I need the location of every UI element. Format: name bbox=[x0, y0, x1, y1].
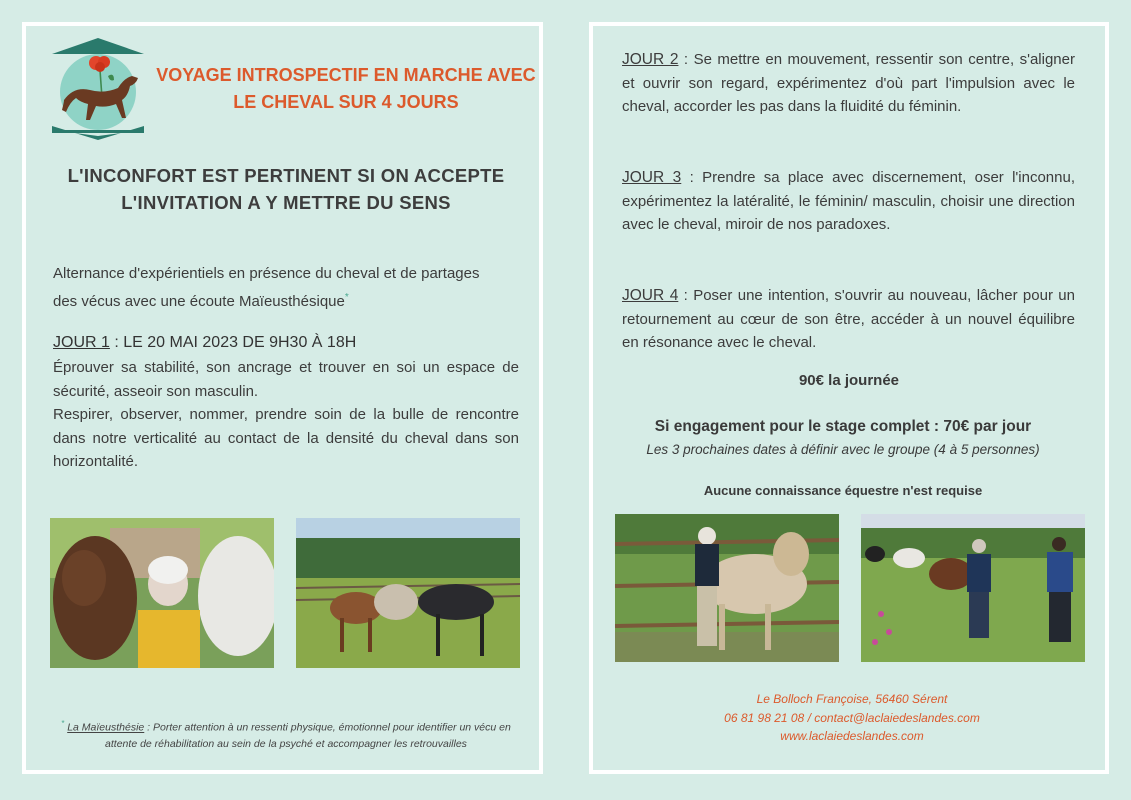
photo-women-with-horse bbox=[861, 514, 1085, 662]
jour1-heading bbox=[53, 332, 523, 354]
photo-woman-leading-horse bbox=[615, 514, 839, 662]
jour3-label: JOUR 3 bbox=[622, 169, 682, 186]
horse-poppy-logo bbox=[50, 36, 146, 140]
jour1-paragraph-1: Éprouver sa stabilité, son ancrage et trouver en soi un espace de sécurité, asseoir son masculin. bbox=[53, 359, 519, 400]
footnote-text: : Porter attention à un ressenti physique, émotionnel pour identifier un vécu en attente de réhabilitation au sein de la psyché et accompagner les retrouvailles bbox=[105, 721, 511, 750]
contact-website: www.laclaiedeslandes.com bbox=[780, 729, 924, 743]
contact-info bbox=[593, 690, 1111, 746]
contact-phone-email: 06 81 98 21 08 / contact@laclaiedeslandes.com bbox=[724, 710, 980, 725]
jour4-text: : Poser une intention, s'ouvrir au nouveau, lâcher pour un retournement au cœur de son être, accéder à un nouvel équilibre en résonance avec le cheval. bbox=[622, 287, 1075, 351]
intro-text: Alternance d'expérientiels en présence du cheval et de partages des vécus avec une écoute Maïeusthésique bbox=[53, 265, 480, 310]
jour2-block bbox=[622, 48, 1075, 119]
photo-three-horses-field bbox=[296, 518, 520, 668]
footnote-star: * bbox=[61, 719, 65, 728]
headline bbox=[36, 162, 536, 216]
jour3-block bbox=[622, 166, 1075, 237]
contact-name: Le Bolloch Françoise, 56460 Sérent bbox=[756, 692, 948, 706]
jour1-paragraph-2: Respirer, observer, nommer, prendre soin de la bulle de rencontre dans notre verticalité au contact de la densité du cheval dans son horizontalité. bbox=[53, 406, 519, 470]
headline-line1: L'INCONFORT EST PERTINENT SI ON ACCEPTE bbox=[67, 165, 505, 186]
jour1-description bbox=[53, 356, 519, 474]
footnote-term: La Maïeusthésie bbox=[67, 721, 145, 734]
jour2-label: JOUR 2 bbox=[622, 51, 679, 68]
left-page bbox=[22, 22, 543, 774]
jour1-label: JOUR 1 bbox=[53, 334, 110, 351]
jour3-text: : Prendre sa place avec discernement, oser l'inconnu, expérimentez la latéralité, le féminin/ masculin, choisir une direction avec le cheval, miroir de nos paradoxes. bbox=[622, 169, 1076, 233]
price-per-day: 90€ la journée bbox=[798, 372, 900, 389]
jour4-block bbox=[622, 284, 1075, 355]
headline-line2: L'INVITATION A Y METTRE DU SENS bbox=[121, 192, 451, 213]
jour1-date: : LE 20 MAI 2023 DE 9H30 À 18H bbox=[109, 334, 357, 351]
intro-star: * bbox=[344, 291, 349, 303]
no-requirement-note: Aucune connaissance équestre n'est requise bbox=[703, 483, 983, 498]
photo-woman-with-horses bbox=[50, 518, 274, 668]
intro-paragraph bbox=[53, 262, 493, 313]
footnote bbox=[46, 716, 526, 752]
right-page bbox=[589, 22, 1109, 774]
event-title: VOYAGE INTROSPECTIF EN MARCHE AVEC LE CHEVAL SUR 4 JOURS bbox=[156, 65, 536, 112]
jour2-text: : Se mettre en mouvement, ressentir son centre, s'aligner et ouvrir son regard, expérimentez d'où part l'impulsion avec le cheval, accorder les pas dans la fluidité du féminin. bbox=[622, 51, 1075, 115]
engagement-price: Si engagement pour le stage complet : 70€ par jour bbox=[654, 418, 1032, 435]
jour4-label: JOUR 4 bbox=[622, 287, 679, 304]
engagement-note: Les 3 prochaines dates à définir avec le groupe (4 à 5 personnes) bbox=[646, 442, 1040, 457]
